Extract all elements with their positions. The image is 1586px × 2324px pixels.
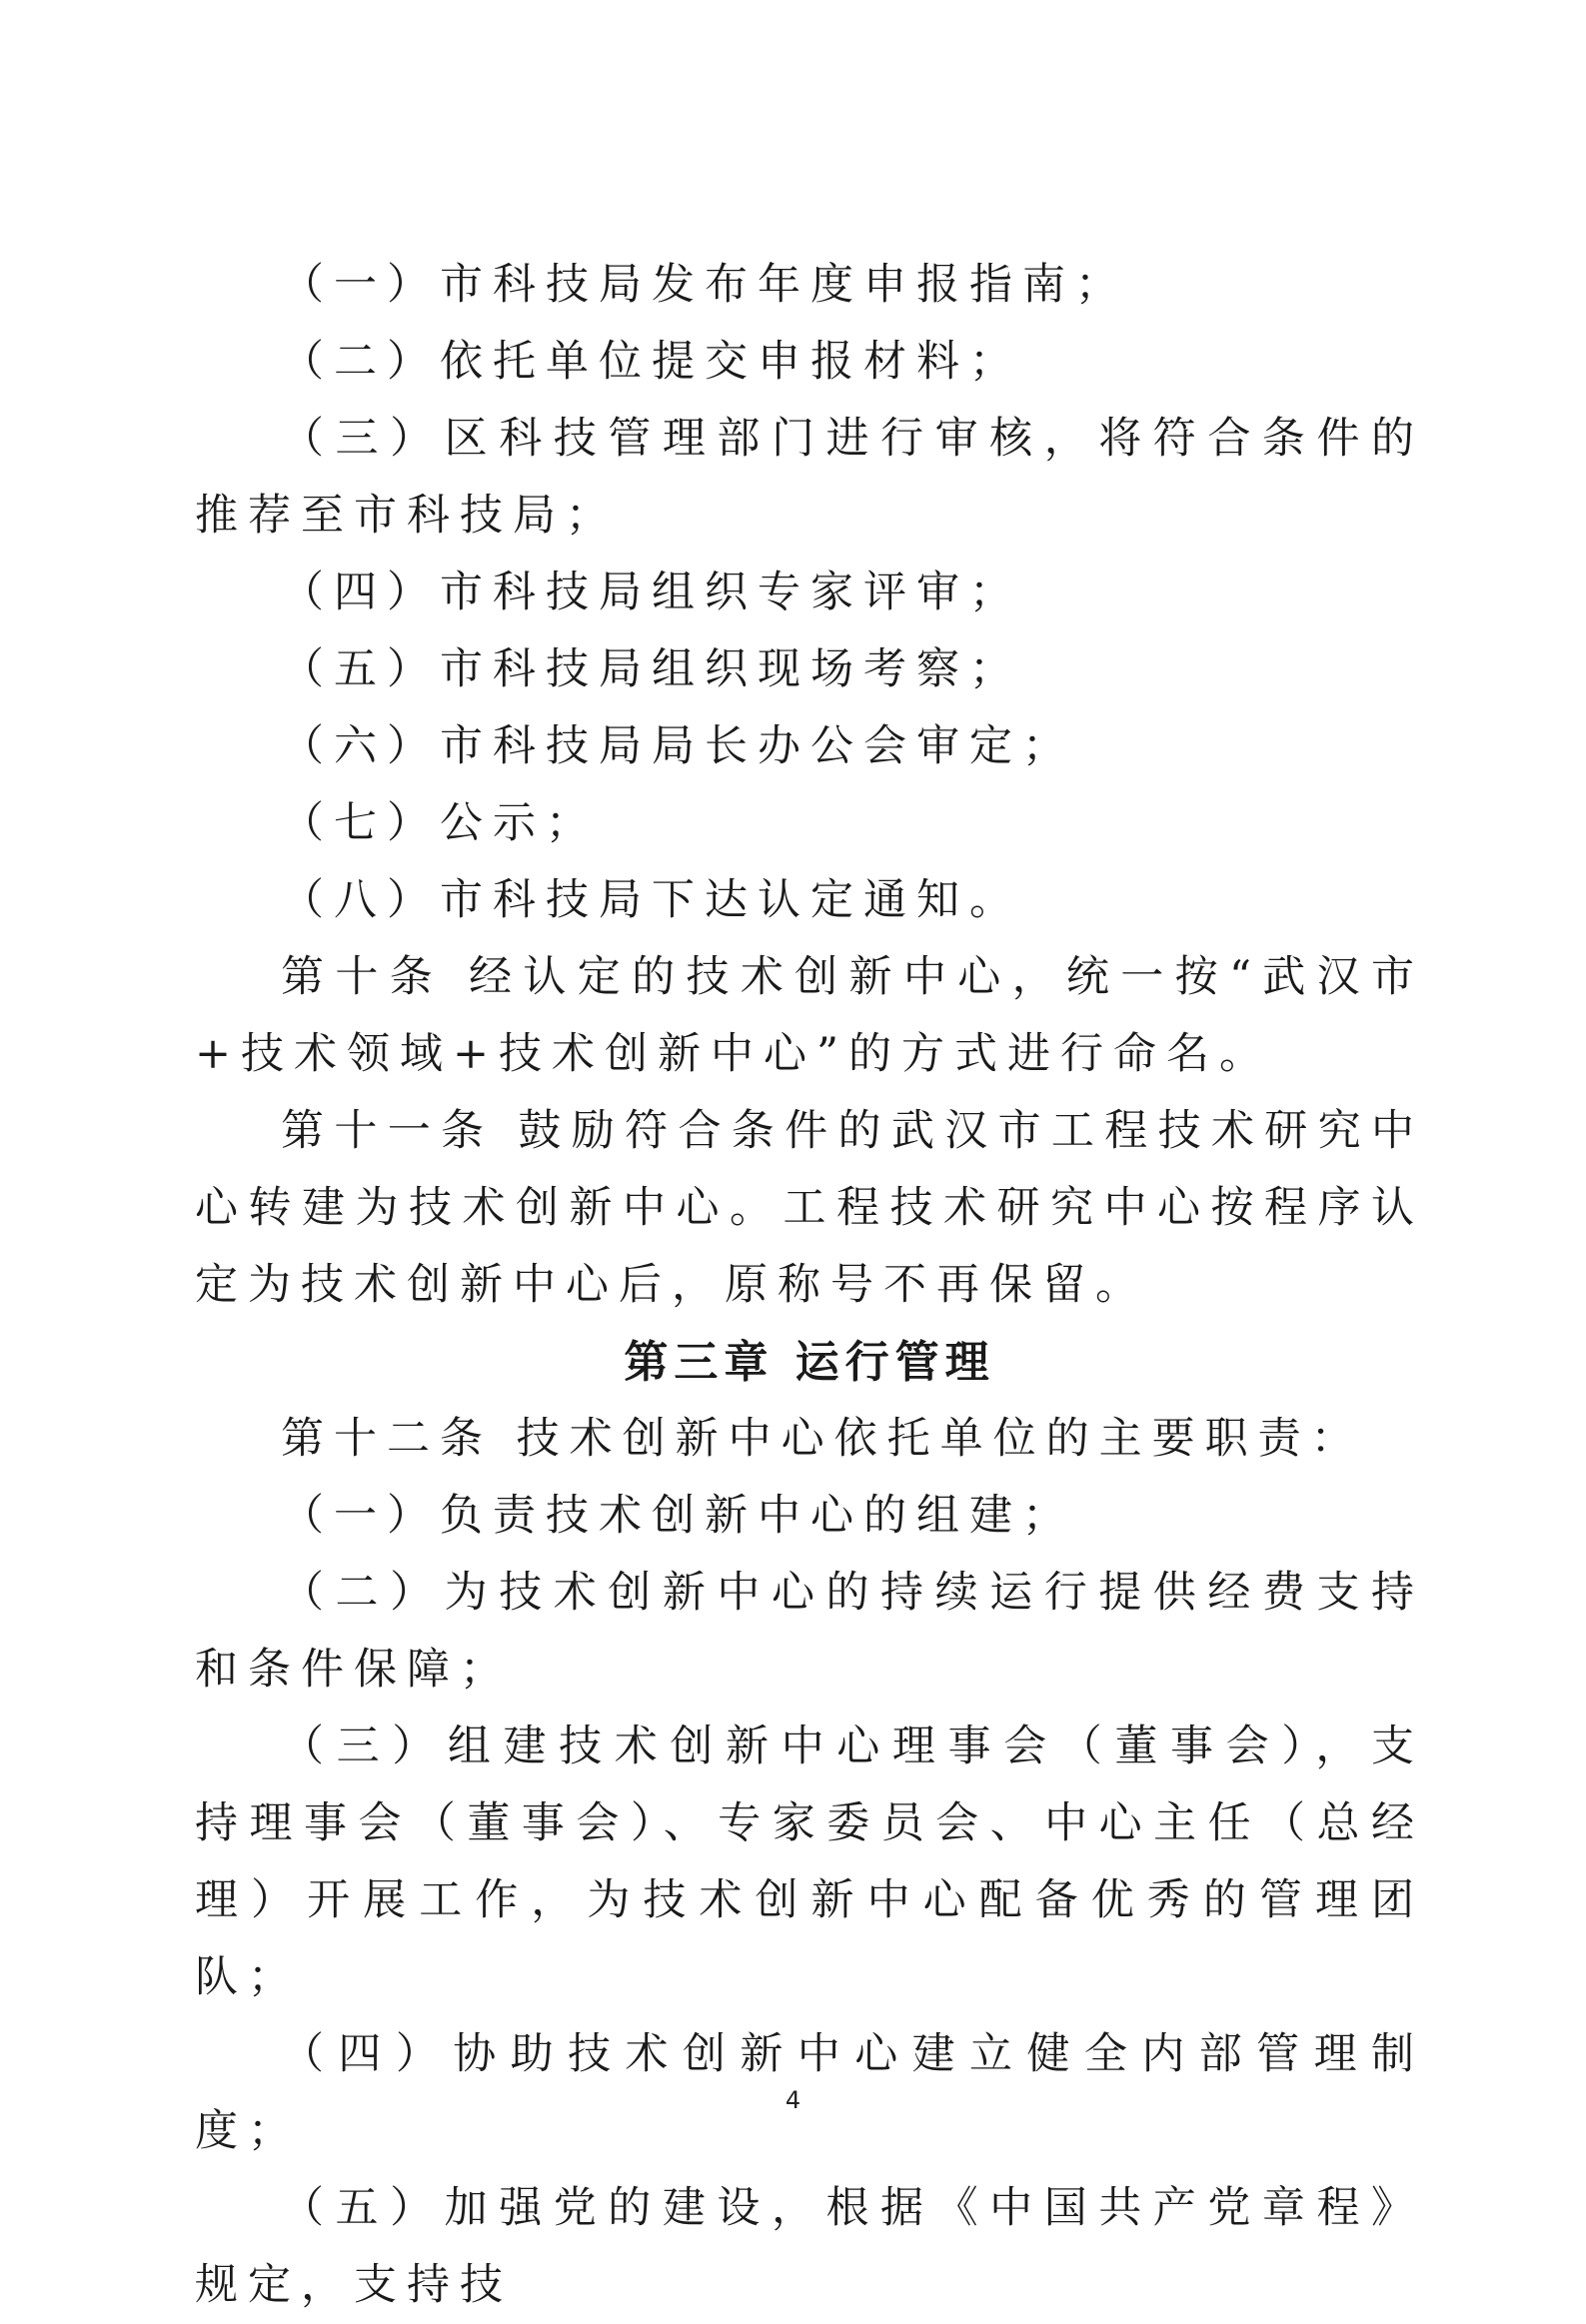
article-12: 第十二条 技术创新中心依托单位的主要职责： (281, 1414, 1364, 1464)
list-item-notice: （八）市科技局下达认定通知。 (281, 875, 1022, 925)
duty-item-board: （三）组建技术创新中心理事会（董事会），支持理事会（董事会）、专家委员会、中心主任（总经理）开展工作，为技术创新中心配备优秀的管理团队； (195, 1722, 1424, 2002)
list-item-submit-materials: （二）依托单位提交申报材料； (281, 337, 1022, 387)
page-body (195, 247, 1424, 2324)
list-item-director-approval: （六）市科技局局长办公会审定； (281, 721, 1075, 771)
list-item-site-inspection: （五）市科技局组织现场考察； (281, 644, 1022, 694)
list-item-publicity: （七）公示； (281, 798, 599, 848)
article-10: 第十条 经认定的技术创新中心，统一按“武汉市+技术领域+技术创新中心”的方式进行命名。 (195, 952, 1424, 1079)
list-item-district-review: （三）区科技管理部门进行审核，将符合条件的推荐至市科技局； (195, 414, 1424, 541)
list-item-expert-review: （四）市科技局组织专家评审； (281, 568, 1022, 617)
chapter-title: 第三章 运行管理 (624, 1337, 995, 1388)
duty-item-management-system: （四）协助技术创新中心建立健全内部管理制度； (195, 2029, 1424, 2156)
duty-item-party-building: （五）加强党的建设，根据《中国共产党章程》规定，支持技 (195, 2183, 1424, 2310)
duty-item-funding: （二）为技术创新中心的持续运行提供经费支持和条件保障； (195, 1568, 1424, 1695)
duty-item-build: （一）负责技术创新中心的组建； (281, 1491, 1075, 1541)
page-number: 4 (785, 2086, 801, 2114)
list-item-apply-guide: （一）市科技局发布年度申报指南； (281, 260, 1128, 310)
article-11: 第十一条 鼓励符合条件的武汉市工程技术研究中心转建为技术创新中心。工程技术研究中心按程序认定为技术创新中心后，原称号不再保留。 (195, 1106, 1424, 1310)
